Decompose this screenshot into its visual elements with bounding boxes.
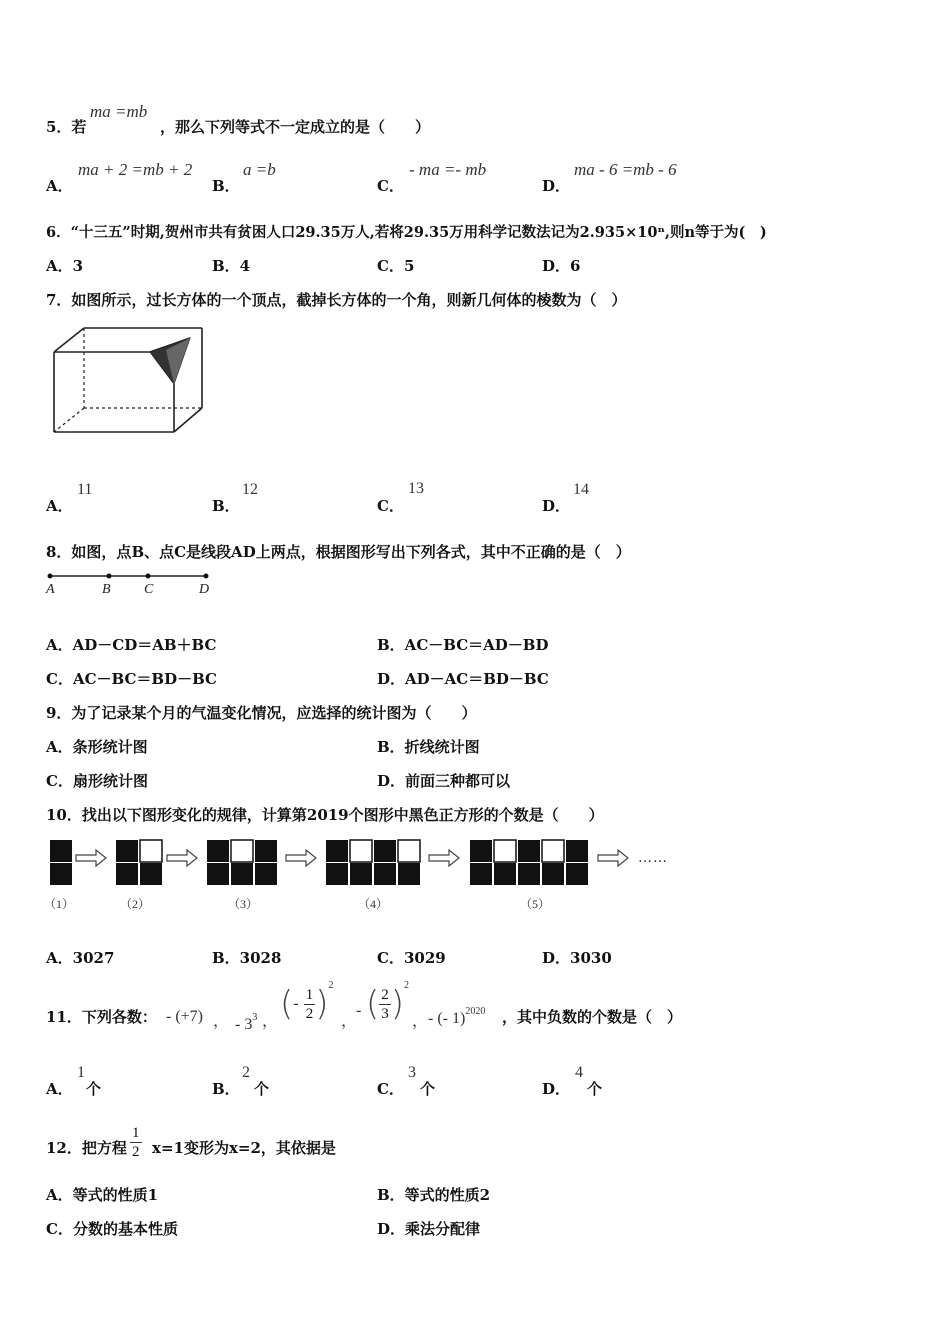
q7-option-c-label[interactable]: C．	[377, 497, 404, 515]
q11-option-c-label[interactable]: C．	[377, 1080, 404, 1098]
q12-option-a[interactable]: A．等式的性质1	[46, 1186, 159, 1204]
q11-option-d-value: 4	[575, 1064, 583, 1081]
q5-option-b-expr: a =b	[243, 160, 276, 179]
q11-option-b-value: 2	[242, 1064, 250, 1081]
pattern-figure-4	[326, 840, 420, 885]
pattern-figure-1	[50, 840, 72, 885]
q11-option-d-label[interactable]: D．	[542, 1080, 571, 1098]
q12-question: x=1变形为x=2，其依据是	[152, 1139, 336, 1157]
q6-question: 6．“十三五”时期,贺州市共有贫困人口29.35万人,若将29.35万用科学记数法记为2.935×10ⁿ,则n等于为( )	[46, 224, 767, 241]
q8-segment-figure	[44, 568, 224, 584]
point-b-label: B	[102, 582, 111, 597]
pattern-figure-5	[470, 840, 588, 885]
q8-option-d[interactable]: D．AD－AC＝BD－BC	[377, 670, 549, 688]
pattern-figure-3	[207, 840, 277, 885]
q5-option-a-expr: ma + 2 =mb + 2	[78, 160, 193, 179]
point-b	[107, 574, 112, 579]
q8-option-b[interactable]: B．AC－BC＝AD－BD	[377, 636, 549, 654]
q8-option-a[interactable]: A．AD－CD＝AB＋BC	[46, 636, 217, 654]
q7-option-b-label[interactable]: B．	[212, 497, 240, 515]
q5-option-c-expr: - ma =- mb	[409, 160, 487, 179]
point-c	[146, 574, 151, 579]
q7-option-d-value: 14	[573, 481, 589, 498]
q8-option-c[interactable]: C．AC－BC＝BD－BC	[46, 670, 217, 688]
q11-sep-2: ，	[262, 1013, 279, 1030]
q9-option-b[interactable]: B．折线统计图	[377, 738, 480, 756]
q11-term-5-base: - (- 1)	[428, 1010, 466, 1027]
q11-sep-1: ，	[213, 1013, 230, 1030]
q11-prefix: 11．下列各数：	[46, 1008, 157, 1026]
q6-option-b[interactable]: B．4	[212, 257, 251, 275]
q11-sep-3: ，	[341, 1013, 358, 1030]
q7-option-d-label[interactable]: D．	[542, 497, 571, 515]
q11-term-4-fraction: $\frac{2}{3}$	[381, 986, 389, 1022]
q11-option-b-unit: 个	[254, 1080, 270, 1098]
q9-option-c[interactable]: C．扇形统计图	[46, 772, 148, 790]
q11-option-c-value: 3	[408, 1064, 416, 1081]
q10-caption-1: （1）	[44, 897, 75, 911]
q11-option-a-value: 1	[77, 1064, 85, 1081]
q10-caption-3: （3）	[228, 897, 259, 911]
q10-caption-5: （5）	[520, 897, 551, 911]
q9-question: 9．为了记录某个月的气温变化情况，应选择的统计图为（ ）	[46, 704, 477, 722]
q5-stem: 5．若	[46, 118, 87, 136]
point-a	[48, 574, 53, 579]
q10-option-d[interactable]: D．3030	[542, 949, 612, 967]
q10-question: 10．找出以下图形变化的规律，计算第2019个图形中黑色正方形的个数是（ ）	[46, 806, 604, 824]
q10-caption-2: （2）	[120, 897, 151, 911]
q10-caption-4: （4）	[358, 897, 389, 911]
point-c-label: C	[144, 582, 154, 597]
q11-option-c-unit: 个	[420, 1080, 436, 1098]
q5-option-c-label[interactable]: C．	[377, 177, 404, 195]
q11-term-3-fraction: $\frac{1}{2}$	[305, 986, 314, 1022]
q10-option-b[interactable]: B．3028	[212, 949, 282, 967]
q6-option-d[interactable]: D．6	[542, 257, 581, 275]
q11-option-b-label[interactable]: B．	[212, 1080, 240, 1098]
q11-term-2	[235, 1012, 258, 1034]
q11-term-3: (- $\frac{1}{2}$ )$^2$	[280, 980, 334, 1024]
q5-option-a-label[interactable]: A．	[46, 177, 73, 195]
q10-ellipsis: ……	[638, 850, 668, 866]
q8-question: 8．如图，点B、点C是线段AD上两点，根据图形写出下列各式，其中不正确的是（ ）	[46, 543, 631, 561]
q9-option-d[interactable]: D．前面三种都可以	[377, 772, 511, 790]
q11-term-5	[428, 1006, 486, 1028]
q11-term-5-exp: 2020	[465, 1006, 486, 1017]
pattern-figure-2	[116, 840, 162, 885]
q7-option-a-label[interactable]: A．	[46, 497, 73, 515]
q11-sep-4: ，	[412, 1013, 429, 1030]
q12-option-c[interactable]: C．分数的基本性质	[46, 1220, 178, 1238]
q7-option-b-value: 12	[242, 481, 258, 498]
q6-option-c[interactable]: C．5	[377, 257, 415, 275]
q9-option-a[interactable]: A．条形统计图	[46, 738, 148, 756]
q11-term-3-exp: 2	[328, 980, 334, 991]
q11-term-4: ( $\frac{2}{3}$ )$^2$	[366, 980, 410, 1024]
q6-option-a[interactable]: A．3	[46, 257, 84, 275]
q10-option-a[interactable]: A．3027	[46, 949, 115, 967]
q11-term-3-minus: -	[293, 995, 299, 1012]
q5-option-b-label[interactable]: B．	[212, 177, 240, 195]
q7-cuboid-figure	[46, 322, 216, 442]
q11-term-1: - (+7)	[166, 1008, 204, 1025]
q11-term-4-exp: 2	[404, 980, 410, 991]
q5-option-d-expr: ma - 6 =mb - 6	[574, 160, 677, 179]
q7-question: 7．如图所示，过长方体的一个顶点，截掉长方体的一个角，则新几何体的棱数为（ ）	[46, 291, 627, 309]
q12-fraction: $\frac{1}{2}$	[132, 1125, 140, 1160]
q12-option-d[interactable]: D．乘法分配律	[377, 1220, 481, 1238]
q7-option-a-value: 11	[77, 481, 93, 498]
q7-option-c-value: 13	[408, 480, 424, 497]
q11-term-4-minus: -	[356, 1002, 362, 1019]
q5-question: ，那么下列等式不一定成立的是（ ）	[160, 118, 431, 136]
q5-condition: ma =mb	[90, 102, 148, 121]
q11-suffix: ，其中负数的个数是（ ）	[502, 1008, 683, 1026]
q12-option-b[interactable]: B．等式的性质2	[377, 1186, 491, 1204]
q11-option-d-unit: 个	[587, 1080, 603, 1098]
point-d	[204, 574, 209, 579]
point-a-label: A	[46, 582, 55, 597]
q11-option-a-unit: 个	[86, 1080, 102, 1098]
q11-option-a-label[interactable]: A．	[46, 1080, 73, 1098]
q11-term-2-base: - 3	[235, 1016, 253, 1033]
q5-option-d-label[interactable]: D．	[542, 177, 571, 195]
q11-term-2-exp: 3	[252, 1012, 258, 1023]
q12-prefix: 12．把方程	[46, 1139, 127, 1157]
q10-option-c[interactable]: C．3029	[377, 949, 446, 967]
q10-pattern-figure	[46, 836, 686, 890]
point-d-label: D	[199, 582, 210, 597]
